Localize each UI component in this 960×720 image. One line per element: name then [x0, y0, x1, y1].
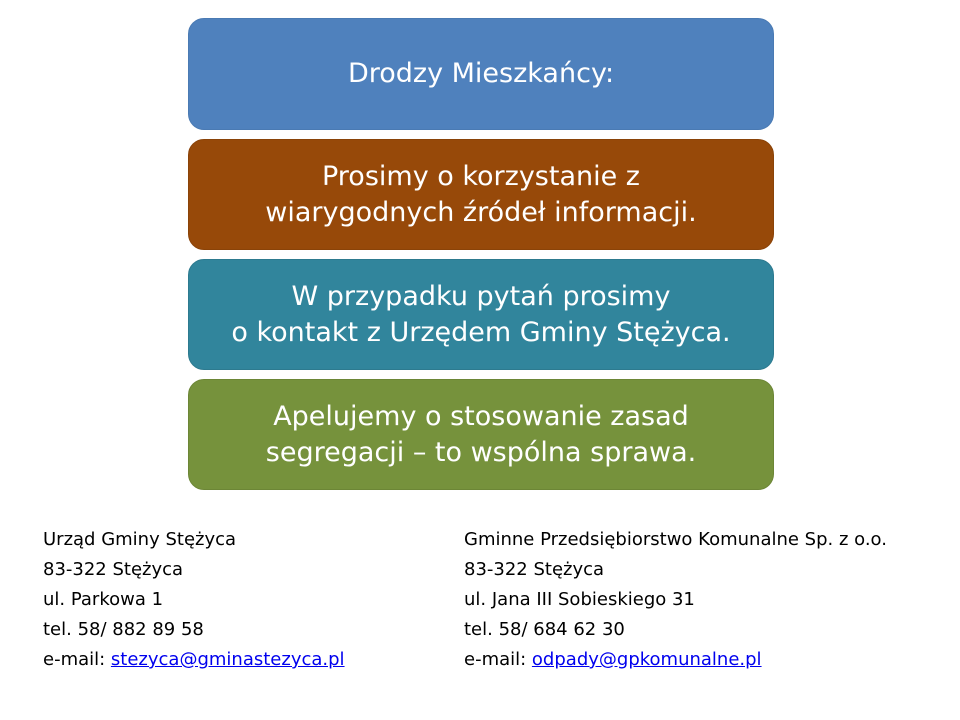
contact-name: Gminne Przedsiębiorstwo Komunalne Sp. z o.o.: [464, 529, 887, 550]
contact-postal: 83-322 Stężyca: [43, 559, 184, 580]
contact-name: Urząd Gminy Stężyca: [43, 529, 237, 550]
segregation-line-1: Apelujemy o stosowanie zasad: [273, 400, 689, 432]
greeting-text: Drodzy Mieszkańcy:: [347, 58, 615, 89]
segregation-box: [188, 379, 774, 490]
contact-office-box: [188, 259, 774, 370]
contact-block-utility-company: [464, 525, 887, 675]
email-label: e-mail:: [43, 649, 111, 670]
contact-office-line-2: o kontakt z Urzędem Gminy Stężyca.: [231, 316, 731, 348]
trusted-sources-line-1: Prosimy o korzystanie z: [321, 160, 640, 192]
contact-email-row: [464, 645, 887, 675]
contact-block-municipal-office: [43, 525, 345, 675]
greeting-box: [188, 18, 774, 130]
email-label: e-mail:: [464, 649, 532, 670]
contact-street: ul. Jana III Sobieskiego 31: [464, 589, 695, 610]
email-link-municipal-office[interactable]: stezyca@gminastezyca.pl: [110, 649, 345, 670]
email-link-utility-company[interactable]: odpady@gpkomunalne.pl: [531, 649, 762, 670]
contact-street: ul. Parkowa 1: [43, 589, 164, 610]
contact-postal: 83-322 Stężyca: [464, 559, 605, 580]
contact-email-row: [43, 645, 345, 675]
trusted-sources-box: [188, 139, 774, 250]
contact-phone: tel. 58/ 882 89 58: [43, 619, 204, 640]
segregation-line-2: segregacji – to wspólna sprawa.: [265, 436, 697, 468]
contact-office-line-1: W przypadku pytań prosimy: [291, 280, 671, 312]
contact-phone: tel. 58/ 684 62 30: [464, 619, 625, 640]
trusted-sources-line-2: wiarygodnych źródeł informacji.: [265, 196, 697, 228]
